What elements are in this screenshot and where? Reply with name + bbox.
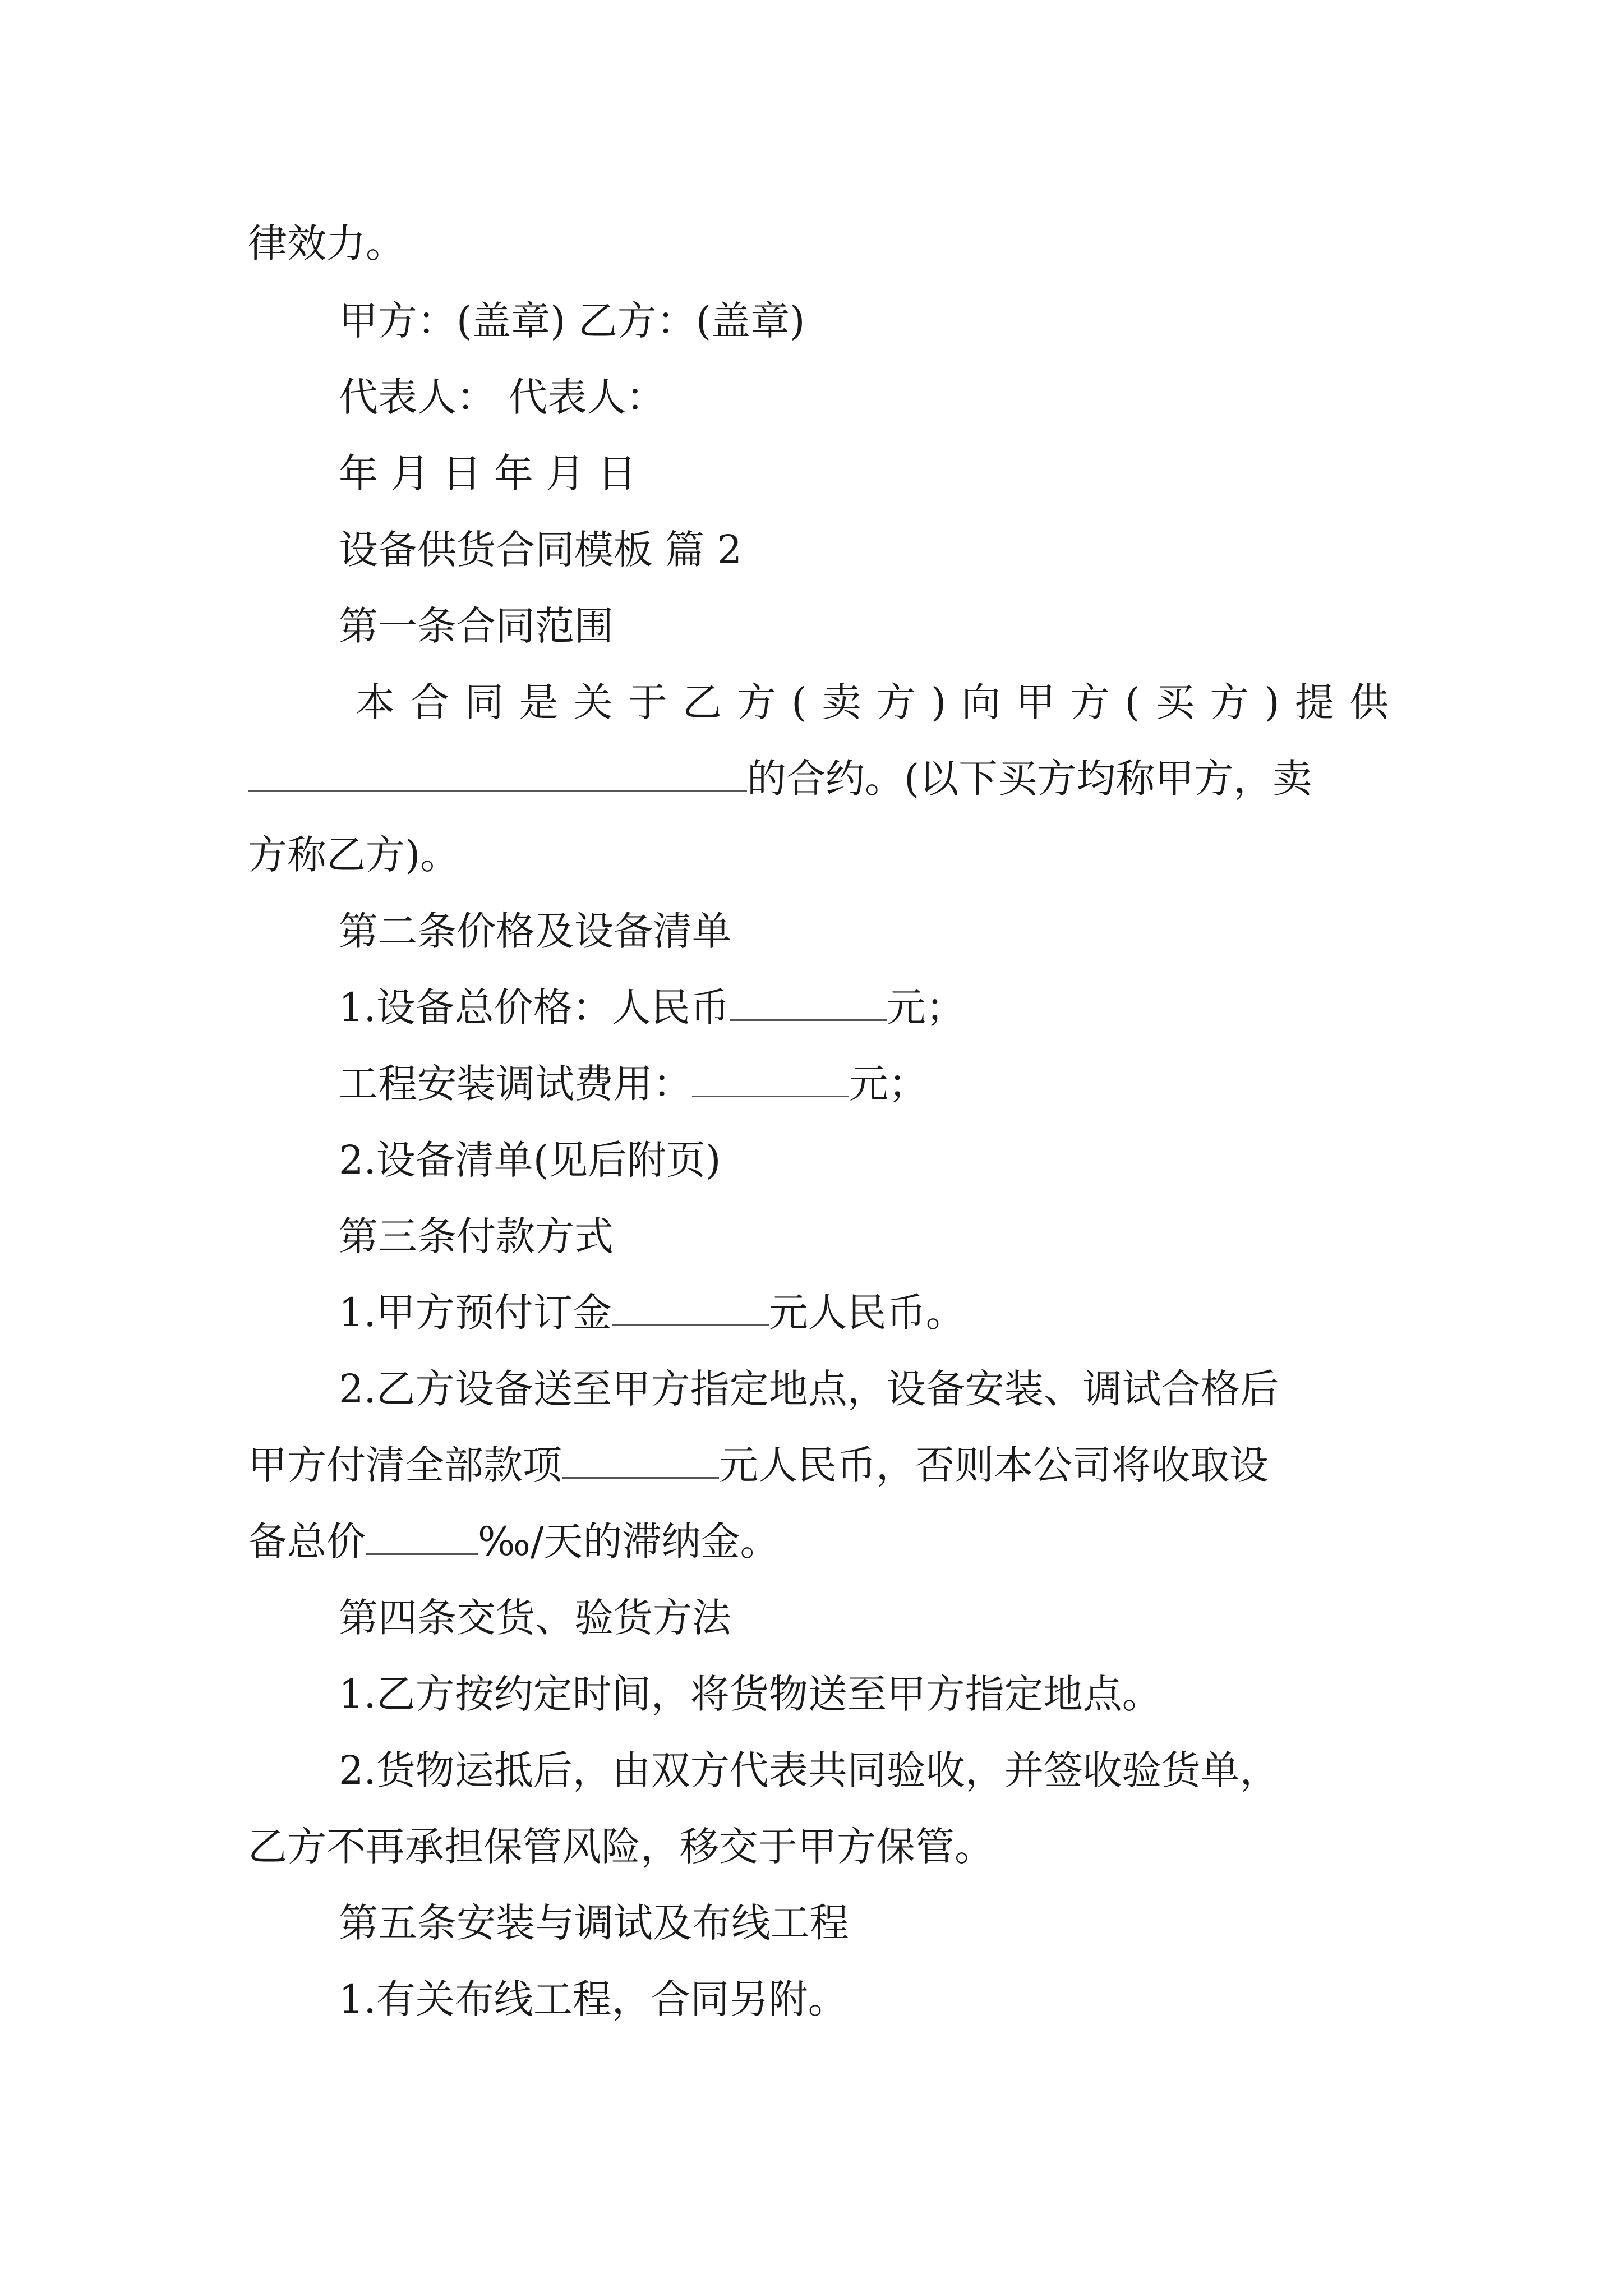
fill-blank: [612, 1287, 769, 1326]
paragraph-line: [248, 1515, 1392, 1568]
paragraph-line: [248, 752, 1392, 806]
paragraph-line: 律效力。: [248, 220, 405, 266]
fill-blank: [366, 1516, 478, 1555]
paragraph-text: 元；: [886, 984, 965, 1030]
paragraph-line: [339, 1057, 1393, 1111]
paragraph-text: 1.设备总价格：人民币: [339, 984, 730, 1030]
clause-heading: 第四条交货、验货方法: [339, 1595, 731, 1641]
paragraph-text: 元；: [849, 1061, 928, 1107]
paragraph-text: 备总价: [248, 1519, 366, 1565]
paragraph-line: 1.有关布线工程，合同另附。: [339, 1976, 847, 2022]
paragraph-text: 元人民币，否则本公司将收取设: [719, 1442, 1269, 1488]
paragraph-text: 1.甲方预付订金: [339, 1290, 612, 1336]
signature-party-line: 甲方：(盖章) 乙方：(盖章): [339, 298, 805, 344]
fill-blank: [562, 1440, 719, 1479]
date-line: 年 月 日 年 月 日: [339, 450, 637, 496]
paragraph-text: 工程安装调试费用：: [339, 1061, 692, 1107]
paragraph-text: 的合约。(以下买方均称甲方，卖: [747, 756, 1312, 802]
fill-blank: [730, 982, 887, 1021]
paragraph-line: 乙方不再承担保管风险，移交于甲方保管。: [248, 1824, 994, 1870]
paragraph-line: [248, 1438, 1392, 1492]
representative-line: 代表人： 代表人：: [339, 374, 666, 420]
section-title: 设备供货合同模板 篇 2: [339, 527, 743, 573]
clause-heading: 第一条合同范围: [339, 603, 614, 649]
paragraph-line: 2.乙方设备送至甲方指定地点，设备安装、调试合格后: [339, 1366, 1279, 1412]
clause-heading: 第二条价格及设备清单: [339, 908, 731, 954]
paragraph-text: 元人民币。: [768, 1290, 965, 1336]
clause-heading: 第三条付款方式: [339, 1213, 614, 1259]
fill-blank: [692, 1059, 849, 1097]
paragraph-text: ‰/天的滞纳金。: [478, 1519, 780, 1565]
paragraph-line: 本合同是关于乙方(卖方)向甲方(买方)提供: [356, 679, 1392, 725]
paragraph-text: 甲方付清全部款项: [248, 1442, 562, 1488]
paragraph-line: [339, 981, 1393, 1034]
paragraph-line: [339, 1286, 1393, 1340]
clause-heading: 第五条安装与调试及布线工程: [339, 1900, 849, 1946]
paragraph-line: 2.货物运抵后，由双方代表共同验收，并签收验货单，: [339, 1747, 1279, 1793]
paragraph-line: 方称乙方)。: [248, 832, 460, 878]
paragraph-line: 1.乙方按约定时间，将货物送至甲方指定地点。: [339, 1671, 1161, 1717]
fill-blank: [248, 753, 747, 792]
paragraph-line: 2.设备清单(见后附页): [339, 1137, 721, 1183]
